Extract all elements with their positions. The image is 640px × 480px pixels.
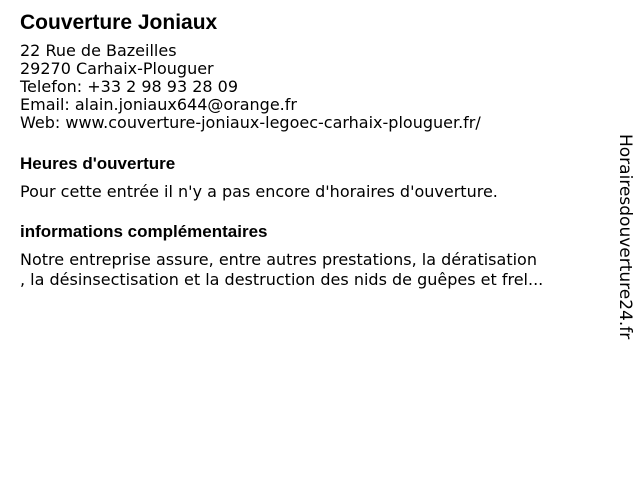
business-name: Couverture Joniaux (20, 11, 218, 34)
opening-hours-text: Pour cette entrée il n'y a pas encore d'horaires d'ouverture. (20, 182, 498, 201)
site-brand-text: Horairesdouverture24.fr (615, 134, 635, 340)
additional-info-line-1: Notre entreprise assure, entre autres prestations, la dératisation (20, 250, 537, 269)
website-line: Web: www.couverture-joniaux-legoec-carhaix-plouguer.fr/ (20, 113, 481, 132)
opening-hours-heading: Heures d'ouverture (20, 154, 176, 173)
phone-line: Telefon: +33 2 98 93 28 09 (20, 77, 239, 96)
email-line: Email: alain.joniaux644@orange.fr (20, 95, 297, 114)
site-brand-vertical (613, 134, 635, 374)
address-street: 22 Rue de Bazeilles (20, 41, 177, 60)
additional-info-line-2: , la désinsectisation et la destruction des nids de guêpes et frel... (20, 270, 544, 289)
additional-info-heading: informations complémentaires (20, 222, 268, 241)
business-details (20, 10, 600, 290)
address-city: 29270 Carhaix-Plouguer (20, 59, 214, 78)
contact-block (20, 42, 600, 132)
